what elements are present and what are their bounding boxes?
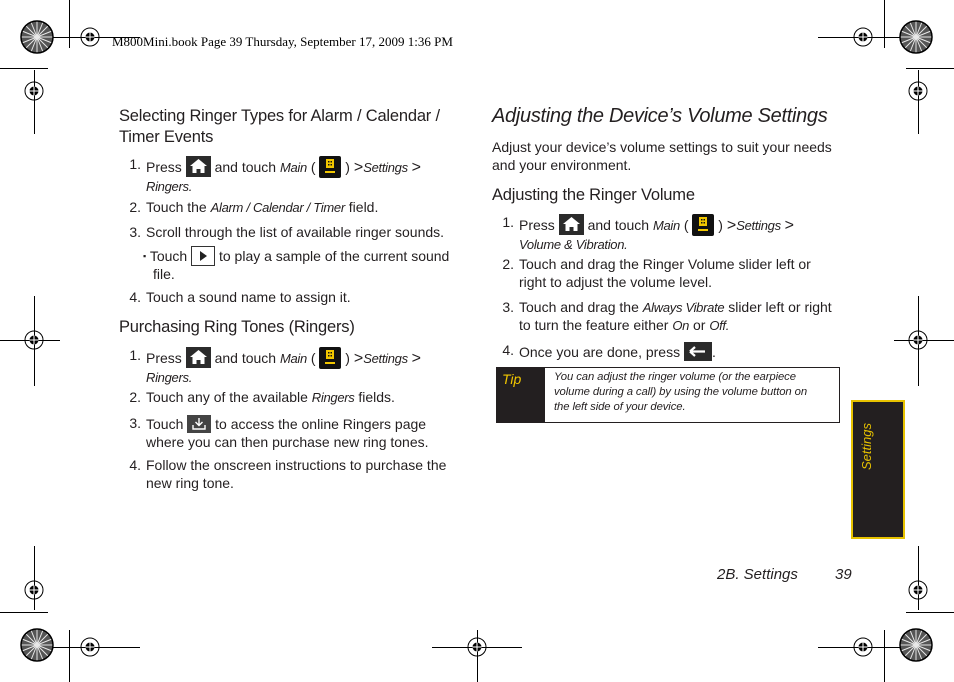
step-text: Scroll through the list of available ringer sounds.	[146, 224, 445, 240]
arrow: >	[726, 217, 737, 234]
step-text: and touch	[214, 350, 277, 366]
paren: (	[683, 217, 689, 233]
side-tab-label: Settings	[859, 423, 874, 470]
step-text: to turn the feature either	[519, 316, 669, 333]
bullet-text: file.	[153, 266, 175, 282]
page-number: 39	[835, 566, 852, 583]
home-icon	[186, 347, 211, 368]
step-number: 4.	[502, 342, 514, 358]
step-number: 2.	[129, 199, 141, 215]
list-item	[119, 389, 469, 407]
section-side-tab	[851, 400, 905, 539]
step-text: Press	[146, 159, 182, 175]
step-number: 3.	[129, 224, 141, 240]
section-title-line: Selecting Ringer Types for Alarm / Calendar /	[119, 107, 440, 125]
download-icon	[187, 415, 211, 433]
starburst-icon	[21, 629, 53, 661]
step-destination: Volume & Vibration.	[519, 237, 628, 252]
registration-mark-icon	[854, 28, 872, 46]
registration-mark-icon	[81, 28, 99, 46]
starburst-icon	[900, 629, 932, 661]
step-text: Touch a sound name to assign it.	[146, 289, 351, 305]
starburst-icon	[21, 21, 53, 53]
step-text: or	[692, 316, 706, 333]
list-item	[119, 289, 469, 307]
section-title-purchasing: Purchasing Ring Tones (Ringers)	[119, 318, 355, 336]
arrow: >	[784, 217, 795, 234]
starburst-icon	[900, 21, 932, 53]
step-number: 1.	[129, 347, 141, 363]
list-item	[492, 342, 844, 362]
list-item	[119, 457, 469, 492]
step-number: 4.	[129, 457, 141, 473]
book-header: M800Mini.book Page 39 Thursday, September 17, 2009 1:36 PM	[112, 34, 453, 49]
page-title: Adjusting the Device’s Volume Settings	[492, 105, 828, 127]
registration-mark-icon	[909, 82, 927, 100]
registration-mark-icon	[909, 331, 927, 349]
section-title-ringer-volume: Adjusting the Ringer Volume	[492, 186, 695, 204]
step-number: 2.	[502, 256, 514, 272]
intro-paragraph	[492, 139, 844, 174]
tip-label-panel	[497, 368, 545, 422]
paren: )	[345, 350, 350, 366]
paren: )	[345, 159, 350, 175]
settings-label: Settings	[363, 160, 408, 175]
list-item	[119, 156, 469, 196]
tip-box	[496, 367, 840, 423]
field-name: Ringers	[311, 390, 355, 405]
main-label: Main	[279, 351, 307, 366]
arrow: >	[411, 159, 422, 176]
option-on: On	[672, 317, 690, 333]
registration-mark-icon	[909, 581, 927, 599]
list-item	[119, 224, 469, 242]
step-number: 1.	[129, 156, 141, 172]
registration-mark-icon	[468, 638, 486, 656]
bullet-item	[143, 246, 473, 284]
step-text: Touch and drag the	[519, 299, 639, 315]
home-icon	[186, 156, 211, 177]
tip-text	[554, 370, 834, 415]
intro-line: Adjust your device’s volume settings to suit your needs	[492, 139, 832, 155]
tip-line: the left side of your device.	[554, 401, 686, 413]
step-text: fields.	[358, 389, 395, 405]
footer-section: 2B. Settings	[717, 566, 798, 583]
tip-label: Tip	[502, 371, 522, 387]
arrow: >	[411, 350, 422, 367]
settings-label: Settings	[363, 351, 408, 366]
main-menu-icon	[319, 347, 341, 369]
step-destination: Ringers.	[146, 179, 193, 194]
step-text: Touch	[146, 416, 184, 432]
main-menu-icon	[319, 156, 341, 178]
step-number: 1.	[502, 214, 514, 230]
list-item	[492, 256, 844, 291]
intro-line: and your environment.	[492, 156, 632, 173]
list-item	[119, 347, 469, 387]
arrow: >	[353, 159, 364, 176]
arrow: >	[353, 350, 364, 367]
play-icon	[191, 246, 215, 266]
step-number: 3.	[502, 299, 514, 315]
bullet-mark: ▪	[143, 251, 147, 261]
paren: (	[310, 350, 316, 366]
registration-mark-icon	[25, 581, 43, 599]
registration-mark-icon	[81, 638, 99, 656]
step-text: right to adjust the volume level.	[519, 273, 712, 290]
paren: (	[310, 159, 316, 175]
section-title-line: Timer Events	[119, 128, 214, 146]
step-text: Touch and drag the Ringer Volume slider left or	[519, 256, 811, 272]
field-name: Alarm / Calendar / Timer	[210, 200, 345, 215]
settings-label: Settings	[736, 218, 781, 233]
section-title-ringer-types	[119, 106, 459, 148]
step-text: Press	[519, 217, 555, 233]
step-text: to access the online Ringers page	[215, 416, 427, 432]
registration-mark-icon	[25, 82, 43, 100]
step-text: field.	[348, 199, 379, 215]
back-icon	[684, 342, 712, 361]
list-item	[492, 299, 844, 334]
tip-line: volume during a call) by using the volume button on	[554, 386, 807, 398]
step-number: 3.	[129, 415, 141, 431]
list-item	[492, 214, 844, 254]
step-number: 2.	[129, 389, 141, 405]
home-icon	[559, 214, 584, 235]
bullet-text: to play a sample of the current sound	[218, 248, 450, 264]
step-text: and touch	[587, 217, 650, 233]
main-menu-icon	[692, 214, 714, 236]
step-number: 4.	[129, 289, 141, 305]
step-text: new ring tone.	[146, 474, 234, 491]
bullet-text: Touch	[149, 248, 188, 264]
main-label: Main	[279, 160, 307, 175]
list-item	[119, 199, 469, 217]
step-text: Once you are done, press	[519, 344, 681, 360]
tip-line: You can adjust the ringer volume (or the earpiece	[554, 371, 796, 383]
step-destination: Ringers.	[146, 370, 193, 385]
list-item	[119, 415, 469, 451]
paren: )	[718, 217, 723, 233]
step-text: Follow the onscreen instructions to purchase the	[146, 457, 447, 473]
field-name: Always Vibrate	[642, 300, 725, 315]
step-text: Touch any of the available	[146, 389, 308, 405]
step-text: where you can then purchase new ring tones.	[146, 433, 429, 450]
main-label: Main	[652, 218, 680, 233]
step-text: and touch	[214, 159, 277, 175]
registration-mark-icon	[25, 331, 43, 349]
option-off: Off.	[709, 317, 730, 333]
step-text: Press	[146, 350, 182, 366]
step-text: slider left or right	[728, 299, 832, 315]
step-text: Touch the	[146, 199, 207, 215]
registration-mark-icon	[854, 638, 872, 656]
step-text: .	[712, 344, 716, 360]
